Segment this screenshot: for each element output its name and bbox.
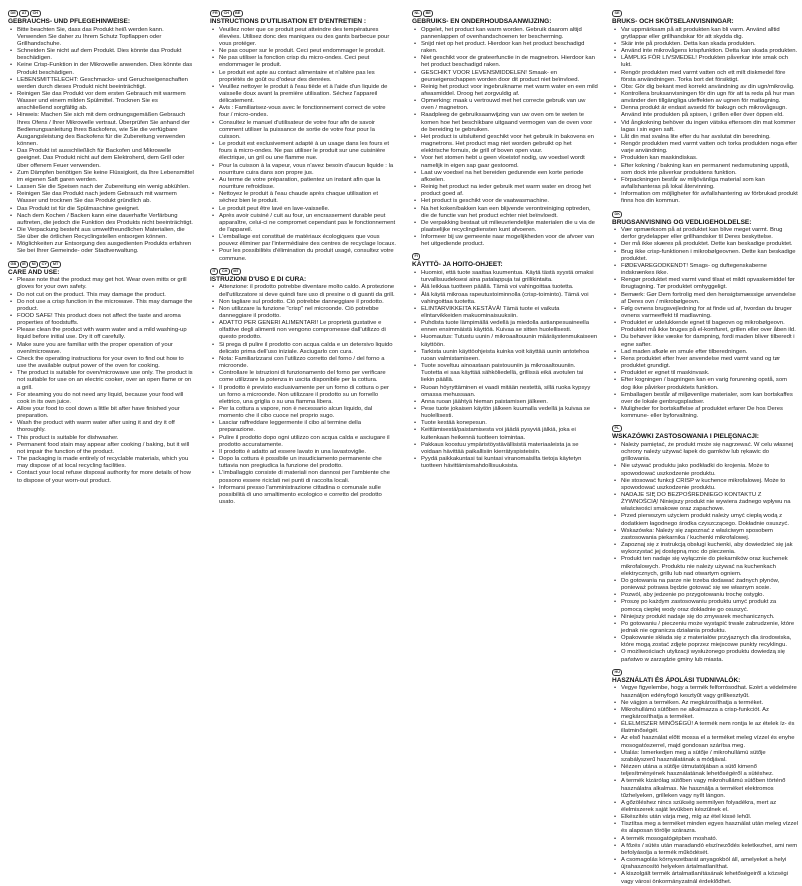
instruction-item: • Reinigen Sie das Produkt nach jedem Gebrauch mit warmem Wasser und trocknen Sie das Produkt gründlich ab. (8, 191, 194, 205)
instruction-item: • Förpackningen består av miljövänliga material som kan avfallshanteras på lokal återvinning. (612, 177, 798, 191)
instruction-list (612, 442, 798, 664)
instruction-section (8, 10, 194, 256)
country-code-badge: DE (8, 10, 18, 17)
instruction-item: • Reinig het product na ieder gebruik met warm water en droog het product goed af. (412, 184, 598, 198)
instruction-item: • Please note that the product may get hot. Wear oven mitts or grill gloves for your own safety. (8, 277, 194, 291)
instruction-item: • Non utilizzare la funzione "crisp" nel microonde. Ciò potrebbe danneggiare il prodotto. (210, 306, 396, 320)
instruction-item: • Per la cottura a vapore, non è necessario alcun liquido, dal momento che il cibo cuoce nel proprio sugo. (210, 406, 396, 420)
instruction-item: • Wash the product with warm water after using it and dry it off thoroughly. (8, 420, 194, 434)
country-code-badge: BE (233, 10, 243, 17)
instruction-item: • Ne pas couper sur le produit. Ceci peut endommager le produit. (210, 48, 396, 55)
instruction-list (412, 270, 598, 470)
instruction-item: • Nie używać produktu jako podkładki do krojenia. Może to spowodować uszkodzenie produktu. (612, 463, 798, 477)
country-codes (412, 253, 598, 260)
instruction-item: • Älä leikkaa tuotteen päällä. Tämä voi vahingoittaa tuotetta. (412, 284, 598, 291)
instruction-item: • Rengör produkten med varmt vatten och ett milt diskmedel före första användningen. Torka bort det försiktigt. (612, 70, 798, 84)
instruction-item: • Controllare le istruzioni di funzionamento del forno per verificare come utilizzare la potenza in uscita disponibile per la cottura. (210, 370, 396, 384)
instruction-item: • Reinigen Sie das Produkt vor dem ersten Gebrauch mit warmem Wasser und einem milden Spülmittel. Trocknen Sie es anschließend sorgfältig ab. (8, 91, 194, 112)
instruction-item: • Permanent food stain may appear after cooking / baking, but it will not impair the function of the product. (8, 442, 194, 456)
instruction-item: • De verpakking bestaat uit milieuvriendelijke materialen die u via de plaatselijke recyclingdiensten kunt afvoeren. (412, 220, 598, 234)
instruction-item: • Zapoznaj się z instrukcją obsługi kuchenki, aby dowiedzieć się jak wykorzystać jej dostępną moc do pieczenia. (612, 542, 798, 556)
section-title: INSTRUCTIONS D'UTILISATION ET D'ENTRETIEN : (210, 18, 367, 25)
instruction-item: • Lad maden afkøle en smule efter tilberedningen. (612, 349, 798, 356)
instruction-item: • Älä käytä mikroaa rapeutustoiminnolla (crisp-toiminto). Tämä voi vahingoittaa tuotetta. (412, 292, 598, 306)
instruction-item: • Opmerking: maak u vertrouwd met het correcte gebruik van uw oven / magnetron. (412, 98, 598, 112)
instruction-item: • Keittämisestä/paistamisesta voi jäädä pysyviä jälkiä, joka ei kuitenkaan heikennä tuotteen toimintaa. (412, 427, 598, 441)
column-3 (412, 10, 598, 630)
instruction-item: • Nie stosować funkcji CRISP w kuchence mikrofalowej. Może to spowodować uszkodzenie produktu. (612, 478, 798, 492)
instruction-item: • ÉLELMISZER MINŐSÉGŰ! A termék nem rontja le az ételek íz- és illatminőségét. (612, 721, 798, 735)
country-code-badge: FI (412, 253, 420, 260)
instruction-item: • Mikrohullámú sütőben ne alkalmazza a crisp-funkciót. Az megkárosíthatja a terméket. (612, 707, 798, 721)
instruction-item: • Il prodotto è adatto ad essere lavato in una lavastoviglie. (210, 449, 396, 456)
instruction-section (612, 10, 798, 206)
instruction-item: • Niniejszy produkt nadaje się do zmywarek mechanicznych. (612, 614, 798, 621)
instruction-item: • Veuillez nettoyer le produit à l'eau tiède et à l'aide d'un liquide de vaisselle doux avant la première utilisation. Séchez l'appareil délicatement. (210, 84, 396, 105)
country-code-badge: HU (612, 669, 622, 676)
instruction-item: • Du behøver ikke væske for dampning, fordi maden bliver tilberedt i egne safter. (612, 334, 798, 348)
instruction-item: • Voor het stomen hebt u geen vloeistof nodig, uw voedsel wordt namelijk in eigen sap gaar gestoomd. (412, 155, 598, 169)
instruction-item: • Bitte beachten Sie, dass das Produkt heiß werden kann. Verwenden Sie daher zu Ihrem Schutz Topflappen oder Grillhandschuhe. (8, 27, 194, 48)
instruction-item: • Ne vágjon a terméken. Az megkárosíthatja a terméket. (612, 700, 798, 707)
instruction-item: • This product is suitable for dishwasher. (8, 435, 194, 442)
instruction-item: • Produkten kan maskindiskas. (612, 155, 798, 162)
instruction-item: • Attenzione: il prodotto potrebbe diventare molto caldo. A protezione dell'utilizzatore si deve quindi fare uso di presine o di guanti da grill. (210, 284, 396, 298)
instruction-item: • Snijd niet op het product. Hierdoor kan het product beschadigd raken. (412, 41, 598, 55)
instruction-item: • Ne pas utiliser la fonction crisp du micro-ondes. Ceci peut endommager le produit. (210, 55, 396, 69)
country-codes (612, 669, 798, 676)
instruction-item: • Non tagliare sul prodotto. Ciò potrebbe danneggiare il prodotto. (210, 299, 396, 306)
section-title: HASZNÁLATI ÉS ÁPOLÁSI TUDNIVALÓK: (612, 676, 741, 684)
country-code-badge: SE (612, 10, 622, 17)
instruction-item: • Należy pamiętać, że produkt może się nagrzewać. W celu własnej ochrony należy używać łapek do garnków lub rękawic do grillowania. (612, 442, 798, 463)
instruction-item: • Le produit peut être lavé en lave-vaisselle. (210, 206, 396, 213)
instruction-item: • Informeer bij uw gemeente naar mogelijkheden voor de afvoer van het uitgediende product. (412, 234, 598, 248)
instruction-item: • Avis : Familiarisez-vous avec le fonctionnement correct de votre four / micro-ondes. (210, 105, 396, 119)
instruction-item: • Rengör produkten med varmt vatten och torka produkten noga efter varje användning. (612, 141, 798, 155)
instruction-item: • Der må ikke skæres på produktet. Dette kan beskadige produktet. (612, 241, 798, 248)
instruction-item: • Kontrollera bruksanvisningen för din ugn för att ta reda på hur man använder den tillgängliga uteffekten av ugnen för matlagning. (612, 91, 798, 105)
instruction-item: • Opgelet, het product kan warm worden. Gebruik daarom altijd pannenlappen of ovenhandschoenen ter bescherming. (412, 27, 598, 41)
instruction-item: • A főzés / sütés után maradandó elszíneződés keletkezhet, ami nem befolyásolja a termék működését. (612, 843, 798, 857)
section-title: GEBRUIKS- EN ONDERHOUDSAANWIJZING: (412, 18, 552, 25)
column-4 (612, 10, 798, 885)
instruction-item: • LÄMPLIG FÖR LIVSMEDEL! Produkten påverkar inte smak och lukt. (612, 55, 798, 69)
instruction-item: • ADATTO PER GENERI ALIMENTARI! Le proprietà gustative e olfattive degli alimenti non vengono compromesse dall'utilizzo di questo prodotto. (210, 320, 396, 341)
instruction-item: • Obs: Gör dig bekant med korrekt användning av din ugn/mikrovåg. (612, 84, 798, 91)
instruction-item: • Produktet er udelukkende egnet til bageovn og mikrobølgeovn. Produktet må ikke bruges på el-komfuret, grillen eller over åben ild. (612, 320, 798, 334)
section-title: BRUKS- OCH SKÖTSELANVISNINGAR: (612, 18, 734, 25)
country-code-badge: PL (612, 425, 622, 432)
section-title: GEBRAUCHS- UND PFLEGEHINWEISE: (8, 18, 131, 25)
instruction-list (612, 27, 798, 206)
instruction-item: • Contact your local refuse disposal authority for more details of how to dispose of your worn-out product. (8, 470, 194, 484)
section-title: CARE AND USE: (8, 268, 60, 276)
instruction-section (412, 10, 598, 248)
instruction-item: • Na het koken/bakken kan een blijvende verontreiniging optreden, die de functie van het product echter niet beïnvloedt. (412, 206, 598, 220)
instruction-item: • Laat uw voedsel na het bereiden gedurende een korte periode afkoelen. (412, 170, 598, 184)
instruction-item: • Rens produktet efter hver anvendelse med varmt vand og tør produktet grundigt. (612, 356, 798, 370)
instruction-section (612, 425, 798, 663)
column-2 (210, 10, 396, 630)
country-codes (210, 268, 396, 275)
instruction-item: • Veuillez noter que ce produit peut atteindre des températures élevées. Utilisez donc des maniques ou des gants barbecue pour vous protéger. (210, 27, 396, 48)
instruction-item: • A gőzöléshez nincs szükség semmilyen folyadékra, mert az élelmiszerek saját levükben készülnek el. (612, 800, 798, 814)
instruction-item: • Muligheder for bortskaffelse af produktet erfarer De hos Deres kommune- eller byforvaltning. (612, 406, 798, 420)
instruction-list (612, 227, 798, 420)
instruction-item: • Dopo la cottura è possibile un insudiciamento permanente che tuttavia non pregiudica la funzione del prodotto. (210, 456, 396, 470)
column-1 (8, 10, 194, 630)
instruction-item: • Wskazówka: Należy się zapoznać z właściwym sposobem zastosowania piekarnika / kuchenki mikrofalowej. (612, 528, 798, 542)
instruction-item: • Elkészítés után várja meg, míg az étel kissé lehűl. (612, 814, 798, 821)
instruction-item: • Przed pierwszym użyciem produkt należy umyć ciepłą wodą z dodatkiem łagodnego środka czyszczącego. Dokładnie osuszyć. (612, 513, 798, 527)
instruction-list (210, 284, 396, 506)
country-code-badge: GB (8, 261, 19, 268)
instruction-item: • Möglichkeiten zur Entsorgung des ausgedienten Produkts erfahren Sie bei Ihrer Gemeinde- oder Stadtverwaltung. (8, 241, 194, 255)
instruction-item: • Bemærk: Gør Dem fortrolig med den hensigtsmæssige anvendelse af Deres ovn / mikrobølgeovn. (612, 292, 798, 306)
country-code-badge: MT (231, 268, 241, 275)
instruction-section (612, 669, 798, 886)
instruction-item: • Nézzen utána a sütője útmutatójában a sütő kimenő teljesítményének használatának lehetőségéről a sütéshez. (612, 764, 798, 778)
instruction-item: • Nettoyez le produit à l'eau chaude après chaque utilisation et séchez bien le produit. (210, 191, 396, 205)
instruction-item: • Tuote kestää konepesun. (412, 420, 598, 427)
instruction-item: • Si prega di pulire il prodotto con acqua calda e un detersivo liquido delicato prima dell'uso iniziale. Asciugarlo con cura. (210, 342, 396, 356)
instruction-item: • Do gotowania na parze nie trzeba dodawać żadnych płynów, ponieważ potrawa będzie gotować się we własnym sosie. (612, 578, 798, 592)
country-code-badge: FR (210, 10, 220, 17)
instruction-item: • Puhdista tuote lämpimällä vedellä ja miedolla astianpesuaineella ennen ensimmäistä käyttöä. Kuivaa se sitten huolellisesti. (412, 320, 598, 334)
instruction-item: • Schneiden Sie nicht auf dem Produkt. Dies könnte das Produkt beschädigen. (8, 48, 194, 62)
instruction-item: • Utalás: Ismerkedjen meg a sütője / mikrohullámú sütője szabályszerű használatának a módjával. (612, 750, 798, 764)
country-codes (8, 261, 194, 268)
instruction-item: • Lasciar raffreddare leggermente il cibo al termine della preparazione. (210, 420, 396, 434)
section-title: WSKAZÓWKI ZASTOSOWANIA I PIELĘGNACJI: (612, 433, 759, 441)
instruction-item: • O możliwościach utylizacji wysłużonego produktu dowiedzą się państwo w zarządzie gminy lub miasta. (612, 649, 798, 663)
instruction-item: • The packaging is made entirely of recyclable materials, which you may dispose of at local recycling facilities. (8, 456, 194, 470)
country-code-badge: IE (20, 261, 29, 268)
instruction-item: • Vegye figyelembe, hogy a termék felforrósodhat. Ezért a védelmére használjon edényfogó kesztyűt vagy grillkesztyűt. (612, 685, 798, 699)
instruction-item: • L'imballaggio consiste di materiali non dannosi per l'ambiente che possono essere riciclati nei punti di raccolta locali. (210, 470, 396, 484)
instruction-item: • LEBENSMITTELECHT: Geschmacks- und Geruchseigenschaften werden durch dieses Produkt nicht beeinträchtigt. (8, 77, 194, 91)
country-codes (612, 425, 798, 432)
instruction-item: • Tuote soveltuu ainoastaan paistouuniin ja mikroaaltouuniin. Tuotetta ei saa käyttää sähköliedellä, grillissä eikä avotulen tai liekin päällä. (412, 363, 598, 384)
country-code-badge: MT (50, 261, 60, 268)
instruction-section (412, 253, 598, 470)
section-title: ISTRUZIONI D'USO E DI CURA: (210, 275, 307, 283)
instruction-item: • Vær opmærksom på at produktet kan blive meget varmt. Brug derfor grydelapper eller grillhandsker til Deres beskyttelse. (612, 227, 798, 241)
instruction-item: • L'emballage est constitué de matériaux écologiques que vous pouvez éliminer par l'intermédiaire des centres de recyclage locaux. (210, 234, 396, 248)
country-codes (412, 10, 598, 17)
instruction-item: • Do not cut on the product. This may damage the product. (8, 292, 194, 299)
instruction-item: • Pulire il prodotto dopo ogni utilizzo con acqua calda e asciugare il prodotto accuratamente. (210, 435, 396, 449)
instruction-item: • Proszę po każdym zastosowaniu produktu umyć produkt za pomocą ciepłej wody oraz dokładnie go osuszyć. (612, 599, 798, 613)
instruction-item: • Nota: Familiarizzarsi con l'utilizzo corretto del forno / del forno a microonde. (210, 356, 396, 370)
instruction-item: • Var uppmärksam på att produkten kan bli varm. Använd alltid grytlappar eller grillhandskar för att skydda dig. (612, 27, 798, 41)
instruction-list (412, 27, 598, 249)
instruction-item: • Pour les possibilités d'élimination du produit usagé, consultez votre commune. (210, 248, 396, 262)
instruction-item: • Po gotowaniu / pieczeniu może wystąpić trwałe zabrudzenie, które jednak nie ogranicza działania produktu. (612, 621, 798, 635)
instruction-item: • Følg ovnens brugsvejledning for at finde ud af, hvordan du bruger ovnens varmeeffekt til madlavning. (612, 306, 798, 320)
instruction-item: • The product is suitable for oven/microwave use only. The product is not suitable for use on an electric cooker, over an open flame or on a grill. (8, 370, 194, 391)
country-code-badge: NL (412, 10, 422, 17)
country-code-badge: CH (219, 268, 229, 275)
instruction-item: • Pozwól, aby jedzenie po przygotowaniu trochę ostygło. (612, 592, 798, 599)
country-code-badge: DK (612, 211, 622, 218)
instruction-item: • Huomioi, että tuote saattaa kuumentua. Käytä tästä syystä omaksi turvallisuudeksesi aina patalappuja tai grillikintaita. (412, 270, 598, 284)
instruction-item: • Hinweis: Machen Sie sich mit dem ordnungsgemäßen Gebrauch Ihres Ofens / Ihrer Mikrowelle vertraut. Überprüfen Sie anhand der Bedienungsanleitung Ihres Backofens, wie Sie die verfügbare Ausgangsleistung des Backofens für die Zubereitung verwenden können. (8, 112, 194, 148)
instruction-item: • Das Produkt ist für die Spülmaschine geeignet. (8, 206, 194, 213)
instruction-item: • Het product is geschikt voor de vaatwasmachine. (412, 198, 598, 205)
instruction-list (210, 27, 396, 263)
instruction-item: • Allow your food to cool down a little bit after have finished your preparation. (8, 406, 194, 420)
instruction-item: • Ruoan höyryttäminen ei vaadi mitään nestettä, sillä ruoka kypsyy omassa mehussaan. (412, 385, 598, 399)
instruction-item: • Pakkaus koostuu ympäristöystävällisistä materiaaleista ja se voidaan hävittää paikallisiin kierrätyspisteisiin. (412, 442, 598, 456)
instruction-item: • Keine Crisp-Funktion in der Mikrowelle anwenden. Dies könnte das Produkt beschädigen. (8, 62, 194, 76)
instruction-item: • FOOD SAFE! This product does not affect the taste and aroma properties of foodstuffs. (8, 313, 194, 327)
instruction-item: • Niet geschikt voor de grateerfunctie in de magnetron. Hierdoor kan het product beschadigd raken. (412, 55, 598, 69)
instruction-item: • Reinig het product voor ingebruikname met warm water en een mild afwasmiddel. Droog het zorgvuldig af. (412, 84, 598, 98)
instruction-item: • Produktet er egnet til maskinvask. (612, 370, 798, 377)
country-code-badge: CY (39, 261, 49, 268)
instruction-item: • Az első használat előtt mossa el a terméket meleg vízzel és enyhe mosogatószerrel, majd gondosan szárítsa meg. (612, 735, 798, 749)
instruction-item: • Consultez le manuel d'utilisateur de votre four afin de savoir comment utiliser la puissance de sortie de votre four pour la cuisson. (210, 120, 396, 141)
instruction-list (612, 685, 798, 885)
instruction-item: • A termék kizárólag sütőben vagy mikrohullámú sütőben történő használatra alkalmas. Ne használja a terméket elektromos tűzhelyeken, grilleken vagy nyílt lángon. (612, 778, 798, 799)
country-code-badge: NI (29, 261, 38, 268)
country-code-badge: IT (210, 268, 218, 275)
instruction-section (210, 10, 396, 263)
country-code-badge: BE (423, 10, 433, 17)
instruction-item: • NADAJE SIĘ DO BEZPOŚREDNIEGO KONTAKTU Z ŻYWNOŚCIĄ! Niniejszy produkt nie wywiera żadnego wpływu na właściwości smakowe oraz zapachowe. (612, 492, 798, 513)
instruction-item: • GESCHIKT VOOR LEVENSMIDDELEN! Smaak- en geurseigenschappen worden door dit product niet beïnvloed. (412, 70, 598, 84)
instruction-item: • Brug ikke crisp-funktionen i mikrobølgeovnen. Dette kan beskadige produktet. (612, 249, 798, 263)
instruction-item: • Le produit est apte au contact alimentaire et n'altère pas les propriétés de goût ou d'odeur des denrées. (210, 70, 396, 84)
instruction-item: • Informarsi presso l'amministrazione cittadina o comunale sulle possibilità di uno smaltimento ecologico e corretto del prodotto usato. (210, 485, 396, 506)
instruction-section (210, 268, 396, 506)
instruction-item: • Rengør produktet med varmt vand tilsat et mildt opvaskemiddel før ibrugtagning. Tør produktet omhyggeligt. (612, 277, 798, 291)
instruction-item: • Après avoir cuisiné / cuit au four, un encrassement durable peut apparaître, celui-ci ne compromet cependant pas le fonctionnement de l'appareil. (210, 213, 396, 234)
instruction-item: • A termék mosogatógépben mosható. (612, 836, 798, 843)
instruction-item: • Make sure you are familiar with the proper operation of your oven/microwave. (8, 342, 194, 356)
instruction-item: • Denna produkt är endast avsedd för bakugn och mikrovågsugn. Använd inte produkten på spisen, i grillen eller över öppen eld. (612, 105, 798, 119)
instruction-item: • Pyydä paikkakuntasi tai kuntasi viranomaisilta tietoja käytetyn tuotteen hävittämismahdollisuuksista. (412, 456, 598, 470)
instruction-item: • Tisztítsa meg a terméket minden egyes használat után meleg vízzel és alaposan törölje szárazra. (612, 821, 798, 835)
section-title: BRUGSANVISNING OG VEDLIGEHOLDELSE: (612, 218, 752, 226)
instruction-item: • Au terme de votre préparation, patientez un instant afin que la nourriture refroidisse. (210, 177, 396, 191)
instruction-item: • Opakowanie składa się z materiałów przyjaznych dla środowiska, które mogą zostać zdjęte poprzez miejscowe punkty recyklingu. (612, 635, 798, 649)
country-codes (8, 10, 194, 17)
instruction-item: • Check the operating instructions for your oven to find out how to use the available output power of the oven for cooking. (8, 356, 194, 370)
instruction-list (8, 27, 194, 256)
instruction-item: • Le produit est exclusivement adapté à un usage dans les fours et fours à micro-ondes. Ne pas utiliser le produit sur une cuisinière électrique, un gril ou une flamme nue. (210, 141, 396, 162)
instruction-item: • ELINTARVIKKEITA KESTÄVÄ! Tämä tuote ei vaikuta elintarvikkeiden makuominaisuuksiin. (412, 306, 598, 320)
instruction-item: • Il prodotto è previsto esclusivamente per un forno di cottura o per un forno a microonde. Non utilizzare il prodotto su un fornello elettrico, una griglia o su una fiamma libera. (210, 385, 396, 406)
instruction-item: • Pese tuote jokaisen käytön jälkeen kuumalla vedellä ja kuivaa se huolellisesti. (412, 406, 598, 420)
instruction-item: • Nach dem Kochen / Backen kann eine dauerhafte Verfärbung auftreten, die jedoch die Funktion des Produkts nicht beeinträchtigt. (8, 213, 194, 227)
instruction-list (8, 277, 194, 485)
instruction-item: • Information om möjligheter för avfallshantering av förbrukad produkt finns hos din kommun. (612, 191, 798, 205)
instruction-item: • Huomautus: Tutustu uunin / mikroaaltouunin määräystenmukaiseen käyttöön. (412, 334, 598, 348)
instruction-item: • Het product is uitsluitend geschikt voor het gebruik in bakovens en magnetrons. Het product mag niet worden gebruikt op het elektrische fornuis, de grill of boven open vuur. (412, 134, 598, 155)
instruction-item: • Låt din mat svalna lite efter du har avslutat din beredning. (612, 134, 798, 141)
instruction-item: • Die Verpackung besteht aus umweltfreundlichen Materialien, die Sie über die örtlichen Recyclingstellen entsorgen können. (8, 227, 194, 241)
instruction-item: • For steaming you do not need any liquid, because your food will cook in its own juice. (8, 392, 194, 406)
instruction-item: • Efter kogningen / bagningen kan en varig forurening opstå, som dog ikke påvirker produktets funktion. (612, 377, 798, 391)
instruction-item: • Lassen Sie die Speisen nach der Zubereitung ein wenig abkühlen. (8, 184, 194, 191)
country-codes (612, 10, 798, 17)
instruction-item: • Efter kokning / bakning kan en permanent nedsmutsning uppstå, som dock inte påverkar produktens funktion. (612, 163, 798, 177)
section-title: KÄYTTÖ- JA HOITO-OHJEET: (412, 261, 503, 269)
instruction-item: • FØDEVAREGODKENDT! Smags- og duftegenskaberne indskrænkes ikke. (612, 263, 798, 277)
instruction-item: • Das Produkt ist ausschließlich für Backofen und Mikrowelle geeignet. Das Produkt nicht auf dem Elektroherd, dem Grill oder über offenem Feuer verwenden. (8, 148, 194, 169)
instruction-item: • Tarkista uunin käyttöohjeista kuinka voit käyttää uunin antotehoa ruoan valmistamiseen. (412, 349, 598, 363)
instruction-item: • Emballagen består af miljøvenlige materialer, som kan bortskaffes over de lokale genbrugspladser. (612, 392, 798, 406)
country-code-badge: AT (19, 10, 29, 17)
instruction-item: • Pour la cuisson à la vapeur, vous n'avez besoin d'aucun liquide : la nourriture cuira dans son propre jus. (210, 163, 396, 177)
instruction-item: • Do not use a crisp function in the microwave. This may damage the product. (8, 299, 194, 313)
instruction-item: • Använd inte mikrovågens krispfunktion. Detta kan skada produkten. (612, 48, 798, 55)
country-code-badge: CH (30, 10, 40, 17)
country-code-badge: CH (221, 10, 231, 17)
instruction-item: • Please clean the product with warm water and a mild washing-up liquid before initial use. Dry it off carefully. (8, 327, 194, 341)
instruction-item: • Zum Dämpfen benötigen Sie keine Flüssigkeit, da Ihre Lebensmittel im eigenen Saft garen werden. (8, 170, 194, 184)
instruction-item: • Skär inte på produkten. Detta kan skada produkten. (612, 41, 798, 48)
country-codes (612, 211, 798, 218)
instruction-item: • Produkt ten nadaje się wyłącznie do piekarników oraz kuchenek mikrofalowych. Produktu nie należy używać na kuchenkach elektrycznych, grillu lub nad otwartym ogniem. (612, 556, 798, 577)
instruction-section (8, 261, 194, 485)
instruction-item: • Anna ruoan jäähtyä hieman paistamisen jälkeen. (412, 399, 598, 406)
instruction-item: • A kiszolgált termék ártalmatlanításának lehetőségeiről a községi vagy városi önkormányzatnál érdeklődhet. (612, 871, 798, 885)
instruction-item: • Vid ångkokning behöver du ingen vätska eftersom din mat kommer lagas i sin egen saft. (612, 120, 798, 134)
instruction-item: • Raadpleeg de gebruiksaanwijzing van uw oven om te weten te komen hoe het beschikbare uitgaand vermogen van de oven voor de bereiding te gebruiken. (412, 112, 598, 133)
country-codes (210, 10, 396, 17)
instruction-section (612, 211, 798, 421)
instruction-item: • A csomagolás környezetbarát anyagokból áll, amelyeket a helyi újrahasznosító helyeken ártalmatlaníthat. (612, 857, 798, 871)
